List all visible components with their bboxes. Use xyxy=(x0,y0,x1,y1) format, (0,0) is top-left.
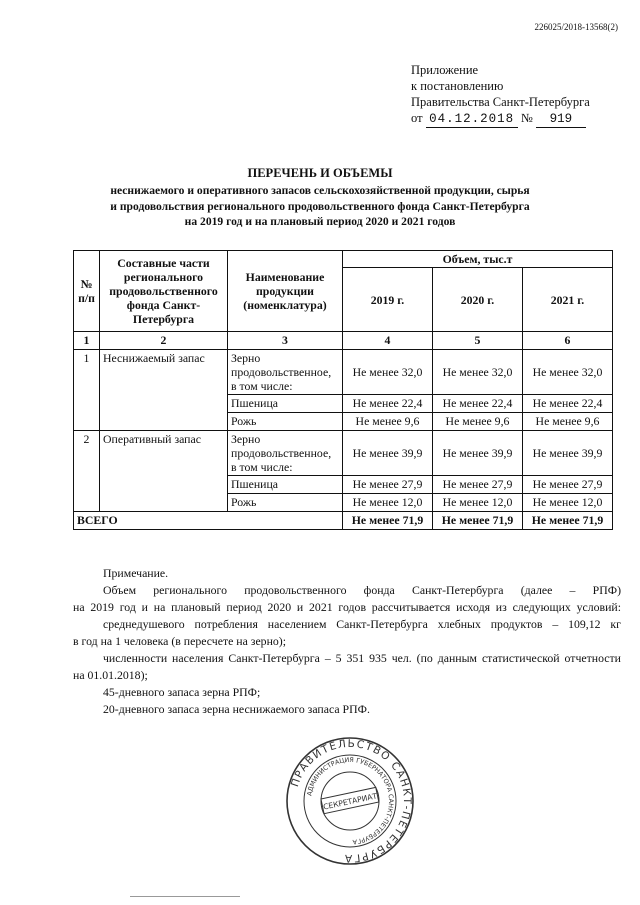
colnum-5: 5 xyxy=(433,332,523,350)
header-row xyxy=(74,251,613,268)
subtitle-line-2: и продовольствия регионального продовольственного фонда Санкт-Петербурга xyxy=(110,199,530,213)
product-name: Пшеница xyxy=(228,395,343,413)
doc-title: ПЕРЕЧЕНЬ И ОБЪЕМЫ xyxy=(247,166,393,180)
stamp-center-text: СЕКРЕТАРИАТ xyxy=(322,791,378,812)
product-name: Зерно продовольственное, в том числе: xyxy=(228,431,343,476)
total-2021: Не менее 71,9 xyxy=(523,512,613,530)
subtitle-line-1: неснижаемого и оперативного запасов сельскохозяйственной продукции, сырья xyxy=(110,184,530,197)
note-p4: 45-дневного запаса зерна РПФ; xyxy=(103,685,261,699)
column-numbers-row xyxy=(74,332,613,350)
note-p5: 20-дневного запаса зерна неснижаемого запаса РПФ. xyxy=(103,702,370,716)
group-num: 2 xyxy=(74,431,100,512)
table-row xyxy=(74,350,613,395)
value-2021: Не менее 32,0 xyxy=(523,350,613,395)
secretariat-stamp xyxy=(285,736,415,866)
value-2019: Не менее 39,9 xyxy=(343,431,433,476)
stock-table xyxy=(73,250,613,530)
colnum-1: 1 xyxy=(74,332,100,350)
header-num: № п/п xyxy=(74,251,100,332)
note-p3-b: на 01.01.2018); xyxy=(73,668,148,682)
group-name: Оперативный запас xyxy=(100,431,228,512)
value-2020: Не менее 9,6 xyxy=(433,413,523,431)
header-2019: 2019 г. xyxy=(343,268,433,332)
product-name: Рожь xyxy=(228,494,343,512)
value-2021: Не менее 9,6 xyxy=(523,413,613,431)
colnum-3: 3 xyxy=(228,332,343,350)
doc-subtitle xyxy=(60,183,580,230)
product-name: Зерно продовольственное, в том числе: xyxy=(228,350,343,395)
product-name: Пшеница xyxy=(228,476,343,494)
group-num: 1 xyxy=(74,350,100,431)
value-2020: Не менее 39,9 xyxy=(433,431,523,476)
note-p3-a: численности населения Санкт-Петербурга – 5 351 935 чел. (по данным статистической отчетности xyxy=(103,651,621,665)
value-2021: Не менее 39,9 xyxy=(523,431,613,476)
decree-date: 04.12.2018 xyxy=(426,111,518,128)
value-2019: Не менее 27,9 xyxy=(343,476,433,494)
appendix-line-3: Правительства Санкт-Петербурга xyxy=(411,95,590,109)
appendix-block xyxy=(411,62,590,128)
total-2020: Не менее 71,9 xyxy=(433,512,523,530)
appendix-line-1: Приложение xyxy=(411,63,479,77)
value-2019: Не менее 12,0 xyxy=(343,494,433,512)
note-p2-a: среднедушевого потребления населением Санкт-Петербурга хлебных продуктов – 109,12 кг xyxy=(103,617,621,631)
bottom-rule xyxy=(130,896,240,897)
document-id: 226025/2018-13568(2) xyxy=(534,22,618,32)
number-label: № xyxy=(520,111,533,125)
note-p2-b: в год на 1 человека (в пересчете на зерно); xyxy=(73,634,286,648)
note-block xyxy=(73,565,621,718)
table-row xyxy=(74,431,613,476)
date-prefix: от xyxy=(411,111,423,125)
value-2021: Не менее 12,0 xyxy=(523,494,613,512)
note-p1-a: Объем регионального продовольственного фонда Санкт-Петербурга (далее – РПФ) xyxy=(103,583,621,597)
header-parts: Составные части регионального продовольственного фонда Санкт-Петербурга xyxy=(100,251,228,332)
header-product: Наименование продукции (номенклатура) xyxy=(228,251,343,332)
total-2019: Не менее 71,9 xyxy=(343,512,433,530)
value-2020: Не менее 32,0 xyxy=(433,350,523,395)
value-2021: Не менее 22,4 xyxy=(523,395,613,413)
note-p1-b: на 2019 год и на плановый период 2020 и 2021 годов рассчитывается исходя из следующих условий: xyxy=(73,600,621,614)
appendix-date-line xyxy=(411,110,590,128)
appendix-line-2: к постановлению xyxy=(411,79,504,93)
header-volume: Объем, тыс.т xyxy=(343,251,613,268)
value-2019: Не менее 32,0 xyxy=(343,350,433,395)
colnum-2: 2 xyxy=(100,332,228,350)
value-2020: Не менее 27,9 xyxy=(433,476,523,494)
total-label: ВСЕГО xyxy=(74,512,343,530)
subtitle-line-3: на 2019 год и на плановый период 2020 и 2021 годов xyxy=(184,215,456,228)
value-2020: Не менее 22,4 xyxy=(433,395,523,413)
value-2020: Не менее 12,0 xyxy=(433,494,523,512)
product-name: Рожь xyxy=(228,413,343,431)
value-2021: Не менее 27,9 xyxy=(523,476,613,494)
decree-number: 919 xyxy=(536,111,586,128)
group-name: Неснижаемый запас xyxy=(100,350,228,431)
header-2020: 2020 г. xyxy=(433,268,523,332)
colnum-6: 6 xyxy=(523,332,613,350)
value-2019: Не менее 9,6 xyxy=(343,413,433,431)
header-2021: 2021 г. xyxy=(523,268,613,332)
colnum-4: 4 xyxy=(343,332,433,350)
stamp-inner-text: АДМИНИСТРАЦИЯ ГУБЕРНАТОРА САНКТ-ПЕТЕРБУРГА xyxy=(305,755,396,846)
stamp-outer-text: ПРАВИТЕЛЬСТВО САНКТ-ПЕТЕРБУРГА xyxy=(289,737,414,865)
note-heading: Примечание. xyxy=(103,566,169,580)
total-row xyxy=(74,512,613,530)
value-2019: Не менее 22,4 xyxy=(343,395,433,413)
